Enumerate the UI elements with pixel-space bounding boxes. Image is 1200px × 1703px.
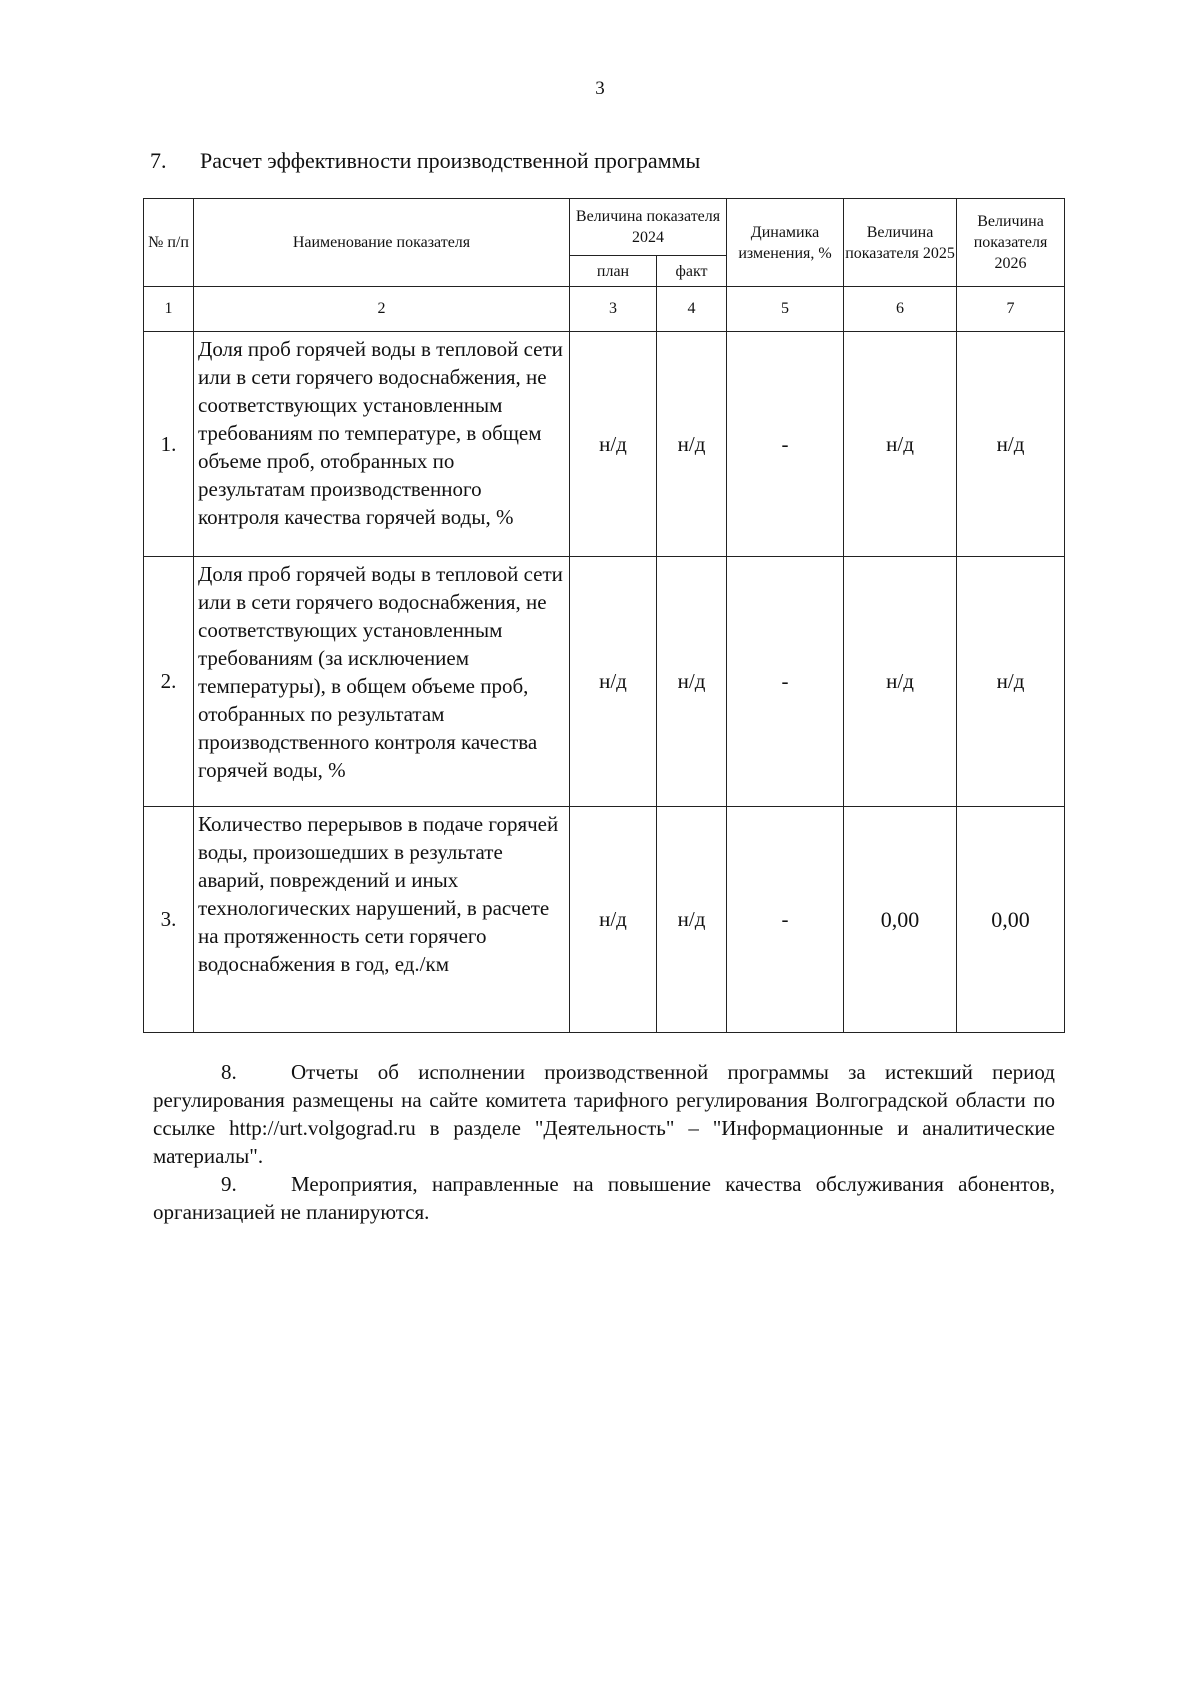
efficiency-table xyxy=(143,198,1065,1033)
dynamics-value: - xyxy=(727,332,844,557)
column-index: 4 xyxy=(657,287,727,332)
table-row xyxy=(144,807,1065,1033)
section-title: Расчет эффективности производственной программы xyxy=(200,148,701,173)
column-index: 1 xyxy=(144,287,194,332)
plan-value: н/д xyxy=(570,332,657,557)
column-index: 5 xyxy=(727,287,844,332)
paragraph-text: Мероприятия, направленные на повышение качества обслуживания абонентов, организацией не планируются. xyxy=(153,1172,1055,1224)
value-2026: н/д xyxy=(957,332,1065,557)
value-2025: н/д xyxy=(844,557,957,807)
header-value-2026: Величина показателя 2026 xyxy=(957,199,1065,287)
header-fact: факт xyxy=(657,256,727,287)
fact-value: н/д xyxy=(657,557,727,807)
column-index: 2 xyxy=(194,287,570,332)
header-name: Наименование показателя xyxy=(194,199,570,287)
header-value-2025: Величина показателя 2025 xyxy=(844,199,957,287)
section-heading xyxy=(150,148,700,174)
value-2025: н/д xyxy=(844,332,957,557)
column-index: 3 xyxy=(570,287,657,332)
paragraph-8 xyxy=(153,1058,1055,1170)
dynamics-value: - xyxy=(727,807,844,1033)
page-number: 3 xyxy=(595,78,605,99)
header-dynamics: Динамика изменения, % xyxy=(727,199,844,287)
header-plan: план xyxy=(570,256,657,287)
indicator-name: Количество перерывов в подаче горячей воды, произошедших в результате аварий, повреждений и иных технологических нарушений, в расчете на протяженность сети горячего водоснабжения в год, ед./км xyxy=(194,807,570,1033)
paragraph-text: Отчеты об исполнении производственной программы за истекший период регулирования размещены на сайте комитета тарифного регулирования Волгоградской области по ссылке http://urt.volgograd.ru в разделе "Деятельность" – "Информационные и аналитические материалы". xyxy=(153,1060,1055,1168)
table-row xyxy=(144,332,1065,557)
dynamics-value: - xyxy=(727,557,844,807)
header-num: № п/п xyxy=(144,199,194,287)
value-2026: 0,00 xyxy=(957,807,1065,1033)
column-index: 6 xyxy=(844,287,957,332)
table-row xyxy=(144,557,1065,807)
row-number: 1. xyxy=(144,332,194,557)
value-2025: 0,00 xyxy=(844,807,957,1033)
fact-value: н/д xyxy=(657,332,727,557)
column-index-row xyxy=(144,287,1065,332)
indicator-name: Доля проб горячей воды в тепловой сети или в сети горячего водоснабжения, не соответствующих установленным требованиям по температуре, в общем объеме проб, отобранных по результатам производственного контроля качества горячей воды, % xyxy=(194,332,570,557)
paragraph-9 xyxy=(153,1170,1055,1226)
fact-value: н/д xyxy=(657,807,727,1033)
column-index: 7 xyxy=(957,287,1065,332)
section-number: 7. xyxy=(150,148,167,173)
paragraph-number: 8. xyxy=(221,1060,237,1084)
paragraph-number: 9. xyxy=(221,1172,237,1196)
plan-value: н/д xyxy=(570,807,657,1033)
row-number: 2. xyxy=(144,557,194,807)
indicator-name: Доля проб горячей воды в тепловой сети или в сети горячего водоснабжения, не соответствующих установленным требованиям (за исключением температуры), в общем объеме проб, отобранных по результатам производственного контроля качества горячей воды, % xyxy=(194,557,570,807)
value-2026: н/д xyxy=(957,557,1065,807)
row-number: 3. xyxy=(144,807,194,1033)
header-value-2024: Величина показателя 2024 xyxy=(570,199,727,256)
plan-value: н/д xyxy=(570,557,657,807)
